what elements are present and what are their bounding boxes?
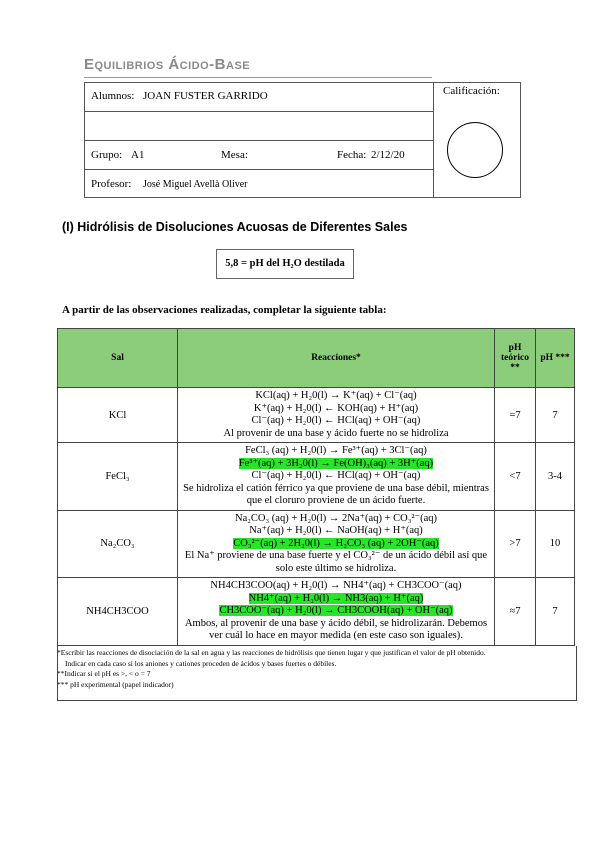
reactions-cell [178, 388, 495, 443]
highlighted-reaction-line: NH4⁺(aq) + H₂0(l) → NH3(aq) + H⁺(aq) [248, 592, 424, 604]
title-underline [84, 77, 432, 78]
water-ph-value: 5,8 [225, 258, 239, 269]
section-title: (I) Hidrólisis de Disoluciones Acuosas de Diferentes Sales [62, 220, 408, 234]
grade-circle [447, 122, 503, 178]
footnote-1: *Escribir las reacciones de disociación de la sal en agua y las reacciones de hidrólisis que tienen lugar y que justifican el valor de pH obtenido. [57, 648, 486, 657]
water-ph-text: = pH del H₂O destilada [241, 258, 345, 269]
footnotes [57, 648, 567, 690]
ph-teorico-value: =7 [495, 388, 536, 443]
reaction-line: El Na⁺ proviene de una base fuerte y el CO₃²⁻ de un ácido débil así que solo este último se hidroliza. [184, 550, 488, 574]
table-row [58, 388, 575, 443]
profesor-row [85, 170, 433, 197]
footnote-3: **Indicar si el pH es >, < o = 7 [57, 669, 151, 678]
grupo-row [85, 141, 433, 170]
ph-exp-value: 10 [536, 510, 575, 578]
reaction-line: Na₂CO₃ (aq) + H₂0(l) → 2Na⁺(aq) + CO₃²⁻(aq) [235, 512, 437, 524]
student-info-box [84, 82, 434, 198]
reaction-line: Ambos, al provenir de una base y ácido débil, se hidrolizarán. Debemos ver cuál lo hace en mayor medida (en este caso son iguales). [184, 617, 488, 641]
reaction-line: Se hidroliza el catión férrico ya que proviene de una base débil, mientras que el cloruro proviene de un ácido fuerte. [183, 482, 489, 506]
salt-name: KCl [58, 388, 178, 443]
document-title: Equilibrios Ácido-Base [84, 56, 251, 73]
ph-teorico-value: >7 [495, 510, 536, 578]
header-ph-teorico: pH teórico ** [495, 329, 536, 388]
salt-name: NH4CH3COO [58, 578, 178, 646]
fecha-label: Fecha: [337, 149, 367, 161]
alumnos-value: JOAN FUSTER GARRIDO [143, 90, 268, 102]
alumnos-label: Alumnos: [91, 90, 135, 102]
reactions-cell [178, 510, 495, 578]
reaction-line: Na⁺(aq) + H₂0(l) ← NaOH(aq) + H⁺(aq) [249, 525, 423, 536]
reaction-line: NH4CH3COO(aq) + H₂0(l) → NH4⁺(aq) + CH3COO⁻(aq) [210, 580, 462, 591]
reaction-line: FeCl₃ (aq) + H₂0(l) → Fe³⁺(aq) + 3Cl⁻(aq) [245, 445, 427, 456]
blank-row [85, 112, 433, 141]
grupo-label: Grupo: [91, 149, 123, 161]
table-row [58, 443, 575, 511]
grade-label: Calificación: [443, 85, 500, 97]
highlighted-reaction-line: Fe³⁺(aq) + 3H₂0(l) → Fe(OH)₃(aq) + 3H⁺(aq) [238, 457, 434, 469]
header-ph-exp: pH *** [536, 329, 575, 388]
ph-exp-value: 7 [536, 578, 575, 646]
ph-exp-value: 7 [536, 388, 575, 443]
reaction-line: Al provenir de una base y ácido fuerte no se hidroliza [223, 427, 449, 439]
table-row [58, 510, 575, 578]
mesa-label: Mesa: [221, 149, 248, 161]
highlighted-reaction-line: CO₃²⁻(aq) + 2H₂0(l) → H₂CO₃ (aq) + 2OH⁻(aq) [233, 537, 439, 549]
footnote-2: Indicar en cada caso si los aniones y cationes proceden de ácidos y bases fuertes o débiles. [65, 658, 337, 668]
highlighted-reaction-line: CH3COO⁻(aq) + H₂0(l) → CH3COOH(aq) + OH⁻(aq) [219, 605, 453, 616]
reaction-line: KCl(aq) + H₂0(l) → K⁺(aq) + Cl⁻(aq) [255, 390, 417, 401]
footnote-4: *** pH experimental (papel indicador) [57, 679, 174, 689]
reaction-line: Cl⁻(aq) + H₂0(l) ← HCl(aq) + OH⁻(aq) [251, 470, 421, 481]
header-reacciones: Reacciones* [178, 329, 495, 388]
salt-name: FeCl₃ [58, 443, 178, 511]
reactions-cell [178, 578, 495, 646]
reaction-line: Cl⁻(aq) + H₂0(l) ← HCl(aq) + OH⁻(aq) [251, 415, 421, 426]
water-ph-box [216, 249, 354, 279]
instruction-text: A partir de las observaciones realizadas, completar la siguiente tabla: [62, 304, 387, 316]
alumnos-row [85, 83, 433, 112]
profesor-value: José Miguel Avellà Oliver [143, 179, 248, 190]
fecha-value: 2/12/20 [371, 149, 405, 161]
profesor-label: Profesor: [91, 178, 132, 190]
reactions-cell [178, 443, 495, 511]
ph-teorico-value: ≈7 [495, 578, 536, 646]
grupo-value: A1 [131, 149, 145, 161]
ph-teorico-value: <7 [495, 443, 536, 511]
reaction-line: K⁺(aq) + H₂0(l) ← KOH(aq) + H⁺(aq) [253, 402, 419, 414]
table-header-row [58, 329, 575, 388]
header-sal: Sal [58, 329, 178, 388]
salt-name: Na₂CO₃ [58, 510, 178, 578]
table-row [58, 578, 575, 646]
ph-exp-value: 3-4 [536, 443, 575, 511]
salts-table [57, 328, 575, 646]
